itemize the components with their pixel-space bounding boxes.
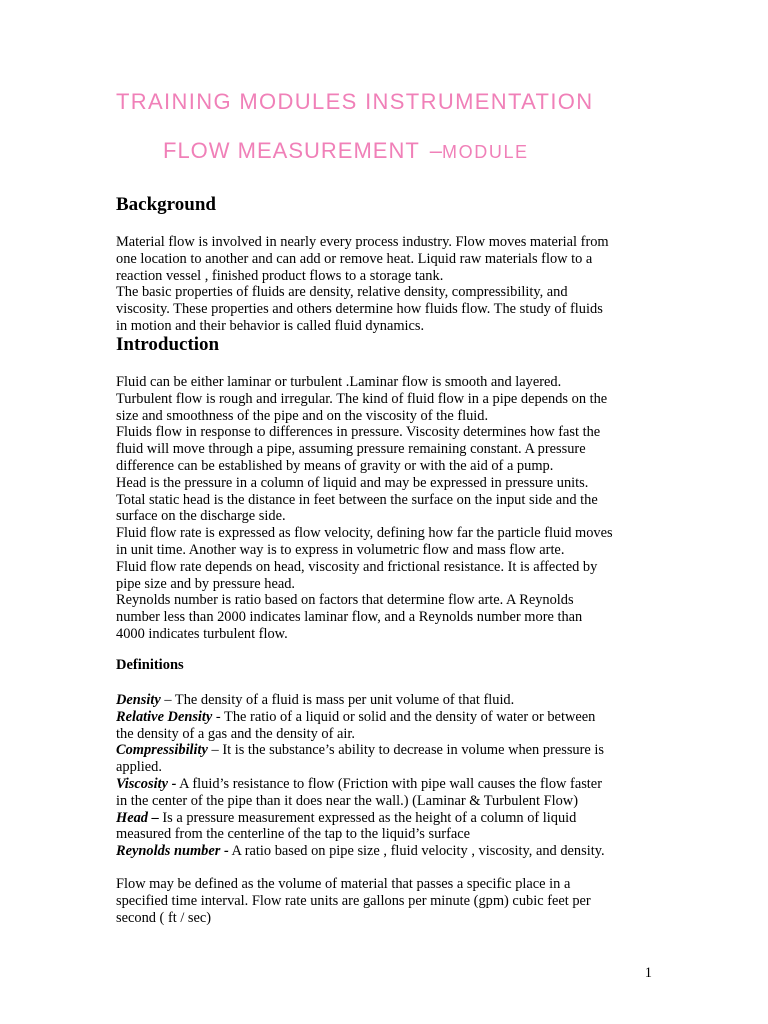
definition-text: - The ratio of a liquid or solid and the density of water or between (212, 708, 596, 725)
text-line: Turbulent flow is rough and irregular. The kind of fluid flow in a pipe depends on the (116, 390, 608, 407)
definition-term: Compressibility (116, 742, 208, 759)
introduction-heading: Introduction (116, 334, 220, 355)
definition-term: Relative Density (116, 708, 213, 725)
module-title-suffix: MODULE (442, 142, 529, 162)
definition-reynolds-number (116, 843, 676, 860)
text-line: The basic properties of fluids are density, relative density, compressibility, and (116, 284, 568, 301)
text-line: fluid will move through a pipe, assuming pressure remaining constant. A pressure (116, 441, 586, 458)
definition-term: Viscosity - (116, 775, 177, 792)
text-line: Total static head is the distance in feet between the surface on the input side and the (116, 491, 598, 508)
definitions-heading: Definitions (116, 657, 184, 673)
text-line: Fluid can be either laminar or turbulent .Laminar flow is smooth and layered. (116, 374, 562, 390)
definition-text: measured from the centerline of the tap to the liquid’s surface (116, 826, 471, 843)
definition-term: Reynolds number - (116, 843, 229, 860)
text-line: reaction vessel , finished product flows to a storage tank. (116, 267, 444, 284)
text-line: difference can be established by means of gravity or with the aid of a pump. (116, 457, 554, 474)
text-line: Fluid flow rate depends on head, viscosity and frictional resistance. It is affected by (116, 558, 598, 575)
definition-compressibility (116, 742, 676, 759)
definition-term: Density (116, 692, 161, 708)
definition-density (116, 692, 676, 709)
flow-definition-paragraph (116, 876, 676, 926)
text-line: viscosity. These properties and others determine how fluids flow. The study of fluids (116, 301, 603, 318)
text-line: Reynolds number is ratio based on factors that determine flow arte. A Reynolds (116, 592, 574, 609)
definition-text: A fluid’s resistance to flow (Friction with pipe wall causes the flow faster (176, 775, 602, 792)
module-title-dash: – (429, 138, 443, 163)
text-line: surface on the discharge side. (116, 508, 286, 525)
text-line: in motion and their behavior is called fluid dynamics. (116, 317, 425, 334)
definition-text: – The density of a fluid is mass per unit volume of that fluid. (160, 692, 515, 708)
text-line: 4000 indicates turbulent flow. (116, 625, 288, 642)
background-paragraph (116, 234, 676, 335)
definition-viscosity (116, 776, 676, 793)
text-line: in unit time. Another way is to express in volumetric flow and mass flow arte. (116, 541, 565, 558)
definition-relative-density (116, 709, 676, 726)
document-title: TRAINING MODULES INSTRUMENTATION (116, 89, 594, 114)
definition-text: the density of a gas and the density of air. (116, 725, 355, 742)
background-heading: Background (116, 194, 216, 215)
introduction-paragraph (116, 374, 676, 643)
text-line: pipe size and by pressure head. (116, 575, 296, 592)
text-line: Fluid flow rate is expressed as flow velocity, defining how far the particle fluid moves (116, 525, 613, 542)
definition-text: – It is the substance’s ability to decrease in volume when pressure is (207, 742, 604, 759)
text-line: Material flow is involved in nearly every process industry. Flow moves material from (116, 234, 609, 250)
text-line: Head is the pressure in a column of liquid and may be expressed in pressure units. (116, 474, 589, 491)
definition-term: Head – (116, 809, 159, 826)
text-line: number less than 2000 indicates laminar flow, and a Reynolds number more than (116, 609, 583, 626)
text-line: Flow may be defined as the volume of material that passes a specific place in a (116, 876, 571, 892)
module-title (163, 138, 529, 164)
definition-text: in the center of the pipe than it does near the wall.) (Laminar & Turbulent Flow) (116, 792, 578, 809)
text-line: one location to another and can add or remove heat. Liquid raw materials flow to a (116, 250, 593, 267)
text-line: specified time interval. Flow rate units are gallons per minute (gpm) cubic feet per (116, 892, 591, 909)
page-number: 1 (644, 965, 652, 981)
definition-head (116, 810, 676, 827)
text-line: Fluids flow in response to differences in pressure. Viscosity determines how fast the (116, 424, 601, 441)
text-line: size and smoothness of the pipe and on the viscosity of the fluid. (116, 407, 489, 424)
definition-text: A ratio based on pipe size , fluid velocity , viscosity, and density. (228, 843, 605, 860)
module-title-main: FLOW MEASUREMENT (163, 138, 420, 163)
text-line: second ( ft / sec) (116, 909, 212, 926)
definitions-list (116, 692, 676, 860)
definition-text: Is a pressure measurement expressed as the height of a column of liquid (158, 809, 577, 826)
definition-text: applied. (116, 759, 162, 776)
